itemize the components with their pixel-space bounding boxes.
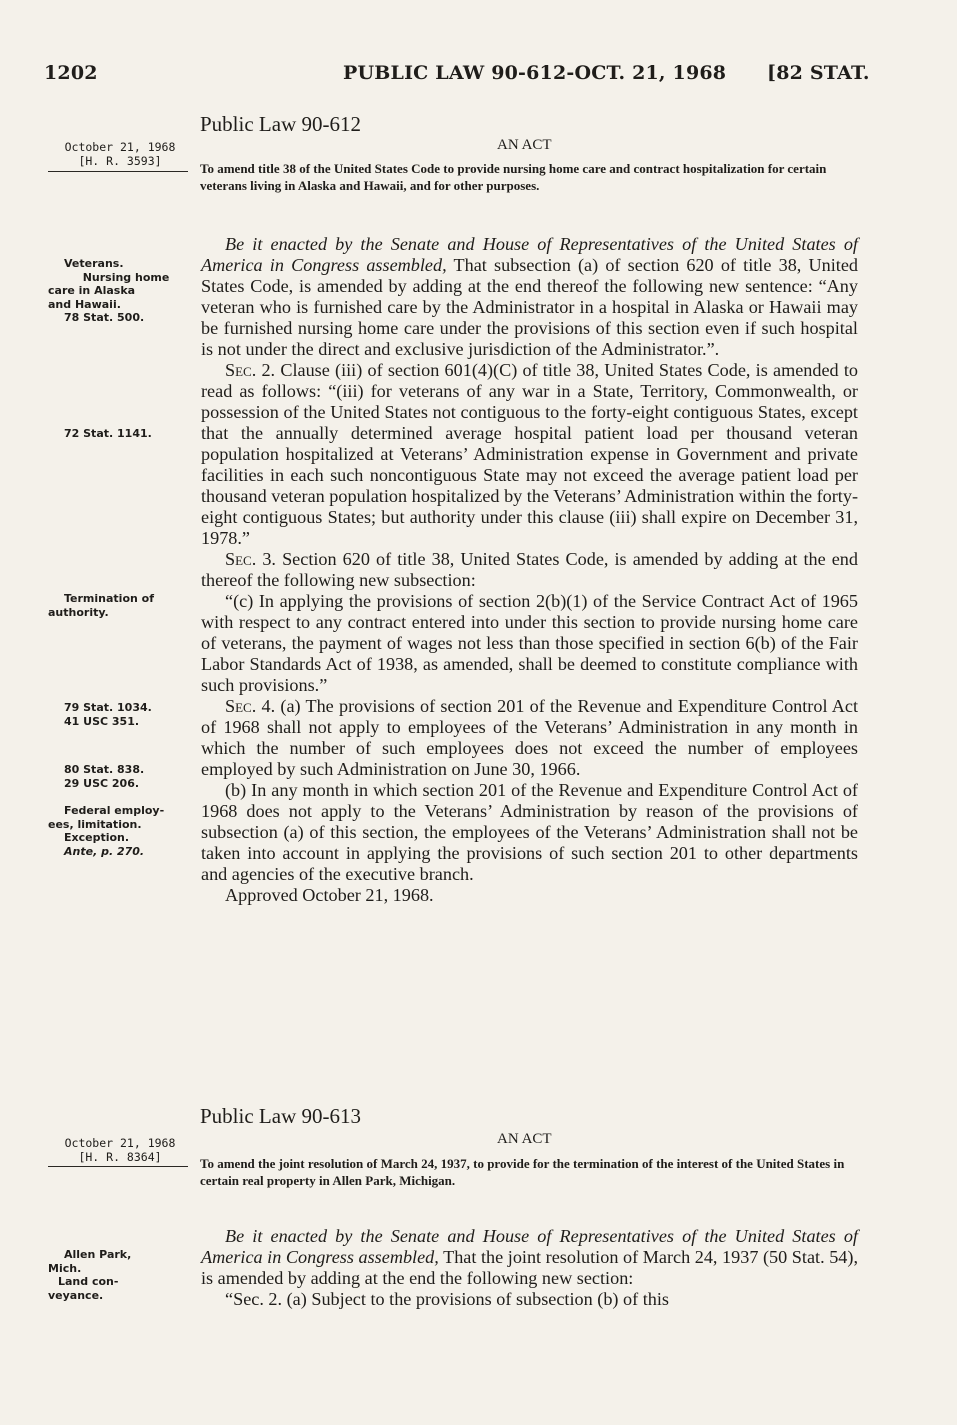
margin-note-72-stat: 72 Stat. 1141.: [64, 427, 152, 440]
bill-number: [H. R. 3593]: [78, 154, 162, 168]
margin-note-veterans: Veterans. Nursing home care in Alaska and Hawaii. 78 Stat. 500.: [48, 257, 170, 325]
margin-note-allen-park: Allen Park, Mich. Land con- veyance.: [48, 1248, 132, 1302]
law2-act-purpose: To amend the joint resolution of March 24, 1937, to provide for the termination of the interest of the United States in certain real property in Allen Park, Michigan.: [200, 1156, 845, 1188]
margin-note-federal-employees: Federal employ- ees, limitation. Exception. Ante, p. 270.: [48, 804, 165, 858]
law1-section2: Sec. 2. Clause (iii) of section 601(4)(C) of title 38, United States Code, is amended to read as follows: “(iii) for veterans of any war in a State, Territory, Commonwealth, or possession of the United States not contiguous to the forty-eight contiguous States, except that the annually determined average hospital patient load per thousand veteran population hospitalized at Veterans’ Administration expense in Government and private facilities in each such noncontiguous State may not exceed the average patient load per thousand veteran population hospitalized by the Veterans’ Administration within the forty-eight contiguous States; but authority under this clause (iii) shall expire on December 31, 1978.”: [201, 360, 858, 548]
law2-margin-rule: [48, 1166, 188, 1167]
act-purpose: To amend title 38 of the United States Code to provide nursing home care and contract hospitalization for certain veterans living in Alaska and Hawaii, and for other purposes.: [200, 161, 827, 193]
law1-section1: Be it enacted by the Senate and House of Representatives of the United States of America in Congress assembled, That subsection (a) of section 620 of title 38, United States Code, is amended by adding at the end thereof the following new sentence: “Any veteran who is furnished care by the Administrator in a hospital in Alaska or Hawaii may be furnished nursing home care under the provisions of this section even if such hospital is not under the direct and exclusive jurisdiction of the Administrator.”.: [201, 234, 859, 359]
law-title: Public Law 90-612: [200, 112, 361, 136]
margin-note-termination: Termination of authority.: [48, 592, 155, 619]
act-label: AN ACT: [497, 137, 552, 153]
law1-body: [201, 234, 858, 906]
law1-section3: Sec. 3. Section 620 of title 38, United States Code, is amended by adding at the end thereof the following new subsection:: [201, 549, 858, 590]
page-number: 1202: [44, 62, 98, 84]
law2-body: [201, 1226, 858, 1310]
law2-title: Public Law 90-613: [200, 1104, 361, 1128]
margin-note-79-stat: 79 Stat. 1034. 41 USC 351.: [64, 701, 152, 728]
law1-approved: Approved October 21, 1968.: [225, 885, 434, 905]
law2-section2-start: “Sec. 2. (a) Subject to the provisions of subsection (b) of this: [225, 1289, 669, 1309]
statute-volume: [82 STAT.: [767, 62, 870, 84]
running-title: PUBLIC LAW 90-612-OCT. 21, 1968: [343, 62, 727, 84]
law2-bill-number: [H. R. 8364]: [78, 1150, 162, 1164]
margin-note-80-stat: 80 Stat. 838. 29 USC 206.: [64, 763, 145, 790]
law1-section4a: Sec. 4. (a) The provisions of section 201 of the Revenue and Expenditure Control Act of 1968 shall not apply to employees of the Veterans’ Administration in any month in which the number of such employees does not exceed the number of employees employed by such Administration on June 30, 1966.: [201, 696, 858, 779]
law2-enactment-date: October 21, 1968 [H. R. 8364]: [55, 1136, 185, 1164]
margin-rule: [48, 171, 188, 172]
law2-act-label: AN ACT: [497, 1131, 552, 1147]
law1-section4b: (b) In any month in which section 201 of the Revenue and Expenditure Control Act of 1968 does not apply to the Veterans’ Administration by reason of the provisions of subsection (a) of this section, the employees of the Veterans’ Administration shall not be taken into account in applying the provisions of such section 201 to other departments and agencies of the executive branch.: [201, 780, 858, 884]
law1-section3-quote: “(c) In applying the provisions of section 2(b)(1) of the Service Contract Act of 1965 with respect to any contract entered into under this section to provide nursing home care of veterans, the payment of wages not less than those specified in section 6(b) of the Fair Labor Standards Act of 1938, as amended, shall be deemed to constitute compliance with such provisions.”: [201, 591, 858, 695]
enactment-date: October 21, 1968 [H. R. 3593]: [55, 140, 185, 168]
law2-enacting-clause: Be it enacted by the Senate and House of Representatives of the United States of America in Congress assembled, That the joint resolution of March 24, 1937 (50 Stat. 54), is amended by adding at the end the following new section:: [201, 1226, 858, 1288]
